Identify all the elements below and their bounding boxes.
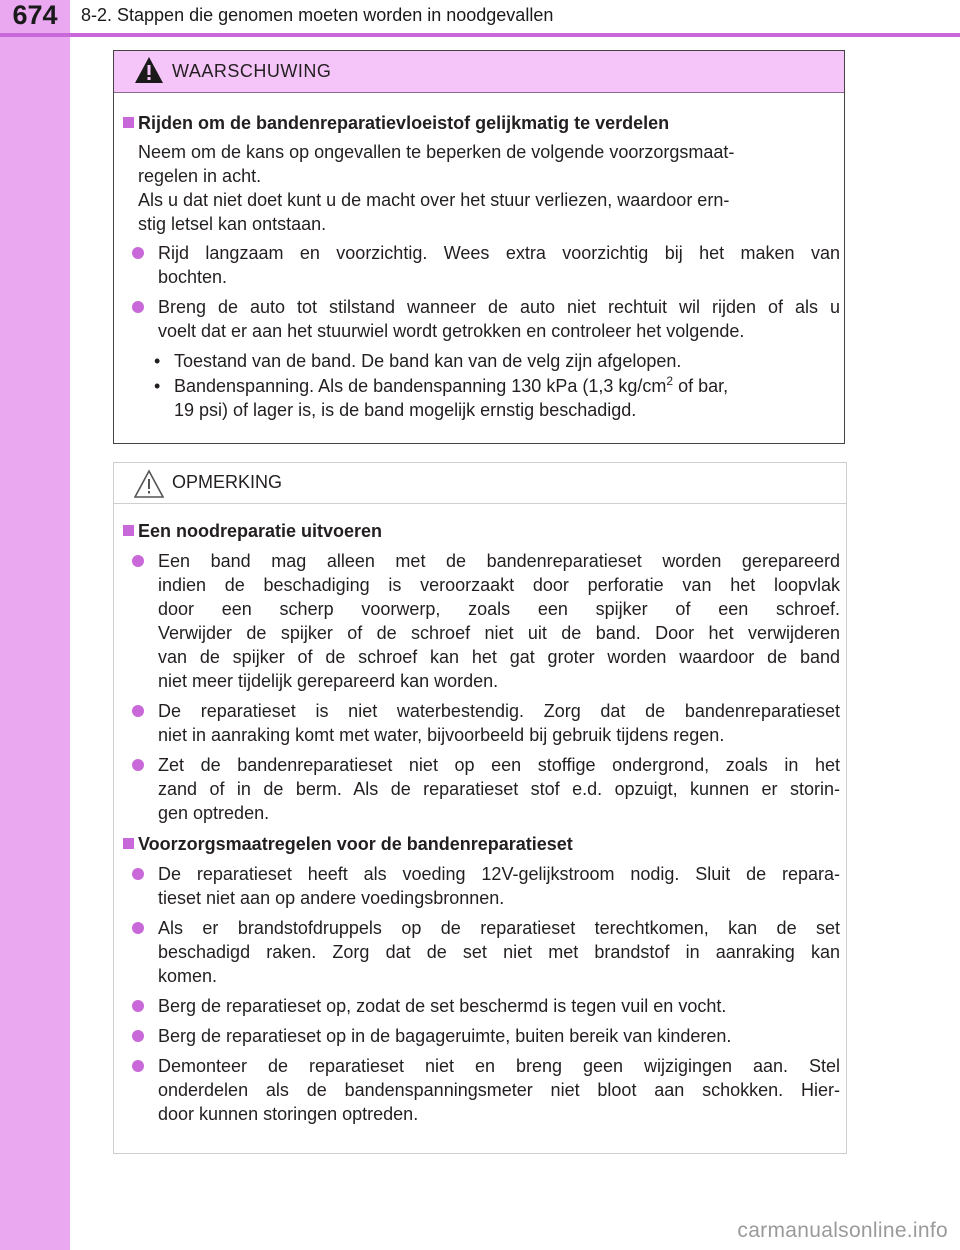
warning-paragraph: Neem om de kans op ongevallen te beperken de volgende voorzorgsmaat- regelen in acht. Als u dat niet doet kunt u de macht over het stuur verliezen, waardoor ern- stig letsel kan ontstaan.: [138, 142, 735, 234]
bullet-dot-icon: [132, 1000, 144, 1012]
bullet-dot-icon: [132, 247, 144, 259]
bullet-dot-icon: [132, 1060, 144, 1072]
caution-triangle-icon: [134, 469, 164, 499]
bullet-dot-icon: [132, 868, 144, 880]
bullet-dot-icon: [132, 759, 144, 771]
bullet-dot-icon: [132, 922, 144, 934]
warning-title: WAARSCHUWING: [172, 61, 332, 81]
notice-header: [114, 463, 846, 504]
warning-triangle-icon: [134, 55, 164, 85]
square-bullet-icon: [123, 525, 134, 536]
notice-title: OPMERKING: [172, 472, 283, 492]
page-number: 674: [12, 0, 58, 30]
warning-box: WAARSCHUWING Rijden om de bandenreparatievloeistof gelijkmatig te verdelen Neem om de kans op ongevallen te beperken de volgende voorzorgsmaat- regelen in acht. Als u dat niet doet kunt u de macht over het stuur verliezen, waardoor ern- stig letsel kan ontstaan. Rijd langzaam en voorzichtig. Wees extra voorzichtig bij het maken van bochten. Breng de auto tot stilstand wanneer de auto niet rechtuit wil rijden of als u voelt dat er aan het stuurwiel wordt getrokken en controleer het volgende. • Toestand van de band. De band kan van de velg zijn afgelopen. • Bandenspanning. Als de bandenspanning 130 kPa (1,3 $kg/cm^2$ of bar, 19 psi) of lager is, is de band mogelijk ernstig beschadigd.: [113, 50, 845, 444]
bullet-dot-icon: [132, 301, 144, 313]
chapter-side-band: [0, 0, 70, 1250]
bullet-dot-icon: [132, 705, 144, 717]
watermark-text: carmanualsonline.info: [737, 1219, 948, 1242]
header-divider: [0, 33, 960, 37]
bullet-dot-icon: [132, 555, 144, 567]
bullet-dot-icon: [132, 1030, 144, 1042]
square-bullet-icon: [123, 838, 134, 849]
square-bullet-icon: [123, 117, 134, 128]
notice-box: OPMERKING Een noodreparatie uitvoeren Een band mag alleen met de bandenreparatieset worden gerepareerd indien de beschadiging is veroorzaakt door perforatie van het loopvlak door een scherp voorwerp, zoals een spijker of een schroef. Verwijder de spijker of de schroef niet uit de band. Door het verwijderen van de spijker of de schroef kan het gat groter worden waardoor de band niet meer tijdelijk gerepareerd kan worden. De reparatieset is niet waterbestendig. Zorg dat de bandenreparatieset niet in aanraking komt met water, bijvoorbeeld bij gebruik tijdens regen. Zet de bandenreparatieset niet op een stoffige ondergrond, zoals in het zand of in de berm. Als de reparatieset stof e.d. opzuigt, kunnen er storin- gen optreden. Voorzorgsmaatregelen voor de bandenreparatieset De reparatieset heeft als voeding 12V-gelijkstroom nodig. Sluit de repara- tieset niet aan op andere voedingsbronnen. Als er brandstofdruppels op de reparatieset terechtkomen, kan de set beschadigd raken. Zorg dat de set niet met brandstof in aanraking kan komen. Berg de reparatieset op, zodat de set beschermd is tegen vuil en vocht. Berg de reparatieset op in de bagageruimte, buiten bereik van kinderen. Demonteer de reparatieset niet en breng geen wijzigingen aan. Stel onderdelen als de bandenspanningsmeter niet bloot aan schokken. Hier- door kunnen storingen optreden.: [113, 462, 847, 1154]
section-title: 8-2. Stappen die genomen moeten worden in noodgevallen: [81, 5, 554, 25]
warning-header: [114, 51, 844, 93]
